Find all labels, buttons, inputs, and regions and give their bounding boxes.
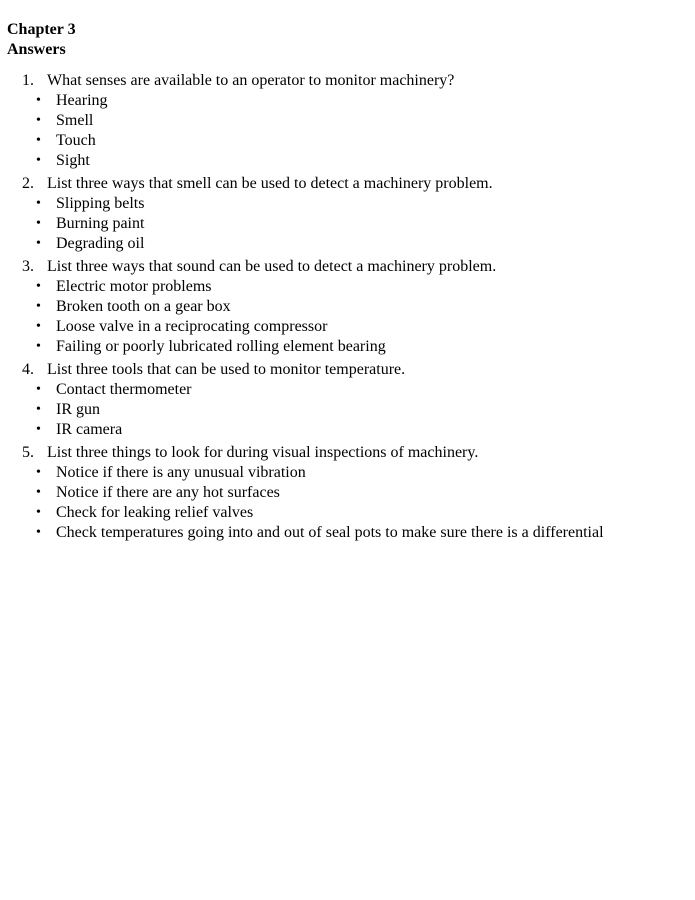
answer-text: Failing or poorly lubricated rolling element bearing bbox=[56, 338, 386, 355]
answer-text: Electric motor problems bbox=[56, 278, 212, 295]
answer-item bbox=[7, 151, 687, 171]
question-number: 4. bbox=[22, 361, 34, 378]
answer-text: Loose valve in a reciprocating compressor bbox=[56, 318, 328, 335]
bullet-icon: • bbox=[36, 505, 41, 520]
answer-item bbox=[7, 380, 687, 400]
answer-text: Notice if there is any unusual vibration bbox=[56, 464, 306, 481]
question-number: 5. bbox=[22, 444, 34, 461]
answer-item bbox=[7, 400, 687, 420]
answer-item bbox=[7, 337, 687, 357]
answer-item bbox=[7, 483, 687, 503]
bullet-icon: • bbox=[36, 93, 41, 108]
bullet-icon: • bbox=[36, 525, 41, 540]
bullet-icon: • bbox=[36, 216, 41, 231]
question-text: List three ways that sound can be used to detect a machinery problem. bbox=[47, 258, 497, 275]
answer-text: Burning paint bbox=[56, 215, 145, 232]
answer-item bbox=[7, 523, 687, 543]
bullet-icon: • bbox=[36, 319, 41, 334]
answer-text: Check for leaking relief valves bbox=[56, 504, 254, 521]
question-item bbox=[7, 71, 687, 171]
answer-text: Notice if there are any hot surfaces bbox=[56, 484, 280, 501]
question-text: List three ways that smell can be used to detect a machinery problem. bbox=[47, 175, 493, 192]
answers-list bbox=[7, 277, 687, 357]
answer-item bbox=[7, 91, 687, 111]
answers-list bbox=[7, 380, 687, 440]
bullet-icon: • bbox=[36, 422, 41, 437]
question-item bbox=[7, 443, 687, 543]
question-item bbox=[7, 257, 687, 357]
bullet-icon: • bbox=[36, 339, 41, 354]
answer-text: IR gun bbox=[56, 401, 100, 418]
answers-list bbox=[7, 194, 687, 254]
answer-item bbox=[7, 297, 687, 317]
question-number: 1. bbox=[22, 72, 34, 89]
answers-list bbox=[7, 463, 687, 543]
bullet-icon: • bbox=[36, 279, 41, 294]
bullet-icon: • bbox=[36, 196, 41, 211]
question-number: 2. bbox=[22, 175, 34, 192]
answer-item bbox=[7, 194, 687, 214]
bullet-icon: • bbox=[36, 485, 41, 500]
question-text: List three tools that can be used to monitor temperature. bbox=[47, 361, 406, 378]
question-text: List three things to look for during visual inspections of machinery. bbox=[47, 444, 479, 461]
answer-item bbox=[7, 503, 687, 523]
question-number: 3. bbox=[22, 258, 34, 275]
answer-text: Slipping belts bbox=[56, 195, 145, 212]
answer-item bbox=[7, 111, 687, 131]
document-page bbox=[7, 20, 687, 546]
question-text: What senses are available to an operator to monitor machinery? bbox=[47, 72, 455, 89]
answer-text: Degrading oil bbox=[56, 235, 145, 252]
answer-text: Touch bbox=[56, 132, 96, 149]
section-title: Answers bbox=[7, 41, 66, 58]
answer-text: Hearing bbox=[56, 92, 108, 109]
answer-item bbox=[7, 131, 687, 151]
question-item bbox=[7, 174, 687, 254]
bullet-icon: • bbox=[36, 299, 41, 314]
bullet-icon: • bbox=[36, 382, 41, 397]
bullet-icon: • bbox=[36, 153, 41, 168]
answer-text: IR camera bbox=[56, 421, 123, 438]
answers-list bbox=[7, 91, 687, 171]
answer-text: Check temperatures going into and out of seal pots to make sure there is a differential bbox=[56, 524, 604, 541]
answer-item bbox=[7, 234, 687, 254]
chapter-title: Chapter 3 bbox=[7, 21, 76, 38]
answer-text: Broken tooth on a gear box bbox=[56, 298, 231, 315]
answer-text: Contact thermometer bbox=[56, 381, 192, 398]
questions-list bbox=[7, 71, 687, 543]
answer-item bbox=[7, 317, 687, 337]
bullet-icon: • bbox=[36, 133, 41, 148]
answer-item bbox=[7, 214, 687, 234]
bullet-icon: • bbox=[36, 402, 41, 417]
answer-text: Smell bbox=[56, 112, 94, 129]
question-item bbox=[7, 360, 687, 440]
bullet-icon: • bbox=[36, 236, 41, 251]
bullet-icon: • bbox=[36, 465, 41, 480]
bullet-icon: • bbox=[36, 113, 41, 128]
answer-text: Sight bbox=[56, 152, 90, 169]
answer-item bbox=[7, 277, 687, 297]
answer-item bbox=[7, 463, 687, 483]
answer-item bbox=[7, 420, 687, 440]
